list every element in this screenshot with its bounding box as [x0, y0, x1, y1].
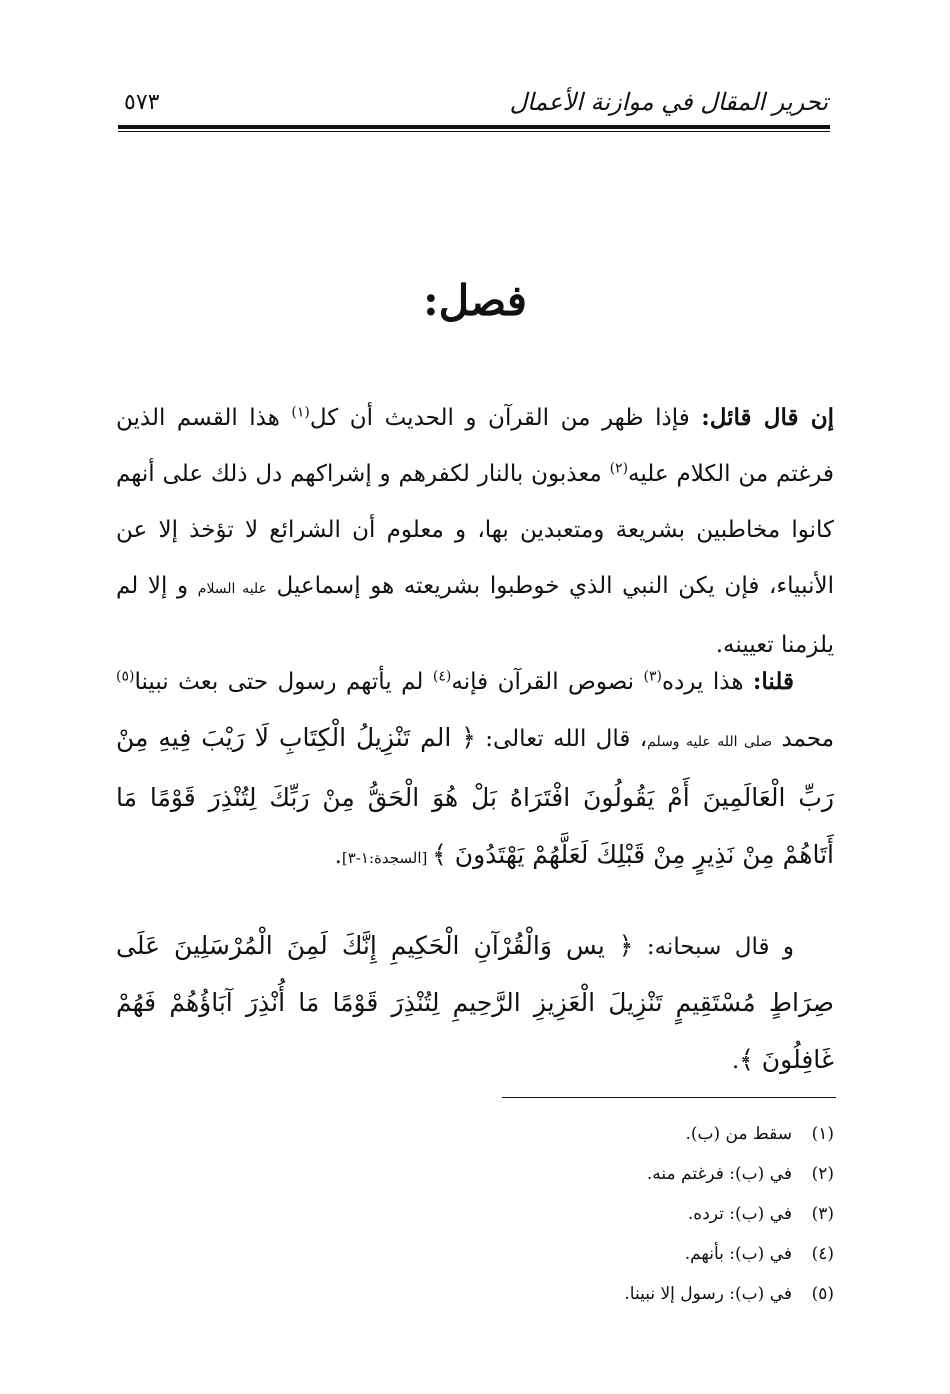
paragraph-text: ، قال الله تعالى:	[475, 726, 648, 752]
paragraph-text: محمد	[772, 726, 835, 752]
footnote-item	[434, 1114, 834, 1154]
honorific-glyph: صلى الله عليه وسلم	[647, 734, 773, 750]
footnote-ref: (٣)	[643, 668, 663, 685]
footnote-text: في (ب): بأنهم.	[684, 1244, 792, 1264]
footnotes-list	[434, 1114, 834, 1314]
quran-verse: ﴿ الم تَنْزِيلُ الْكِتَابِ لَا رَيْبَ فِيهِ مِنْ رَبِّ الْعَالَمِينَ أَمْ يَقُولُونَ افْتَرَاهُ بَلْ هُوَ الْحَقُّ مِنْ رَبِّكَ لِتُنْذِرَ قَوْمًا مَا أَتَاهُمْ مِنْ نَذِيرٍ مِنْ قَبْلِكَ لَعَلَّهُمْ يَهْتَدُونَ ﴾	[116, 723, 834, 869]
paragraph-objection	[116, 390, 834, 673]
footnote-item	[434, 1234, 834, 1274]
footnote-separator	[502, 1097, 836, 1098]
footnote-item	[434, 1194, 834, 1234]
page-number: ٥٧٣	[124, 90, 160, 115]
footnote-ref: (٢)	[609, 460, 629, 477]
honorific-glyph: عليه السلام	[197, 581, 267, 597]
book-title: تحرير المقال في موازنة الأعمال	[509, 88, 828, 116]
paragraph-text: .	[334, 843, 342, 869]
paragraph-reply	[116, 654, 834, 886]
footnote-number: (١)	[811, 1124, 834, 1144]
paragraph-lead: قلنا:	[752, 668, 794, 695]
paragraph-text: نصوص القرآن فإنه	[451, 669, 644, 695]
quran-verse: ﴿ يس وَالْقُرْآنِ الْحَكِيمِ إِنَّكَ لَمِنَ الْمُرْسَلِينَ عَلَى صِرَاطٍ مُسْتَقِيمٍ تَنْزِيلَ الْعَزِيزِ الرَّحِيمِ لِتُنْذِرَ قَوْمًا مَا أُنْذِرَ آبَاؤُهُمْ فَهُمْ غَافِلُونَ ﴾	[116, 931, 834, 1074]
section-heading: فصل:	[423, 276, 527, 325]
footnote-text: في (ب): رسول إلا نبينا.	[624, 1284, 792, 1304]
footnote-number: (٥)	[811, 1284, 834, 1304]
paragraph-text: هذا القسم الذين فرغتم من الكلام عليه	[116, 405, 834, 487]
footnote-number: (٤)	[811, 1244, 834, 1264]
paragraph-text: .	[731, 1048, 740, 1074]
paragraph-text: فإذا ظهر من القرآن و الحديث أن كل	[309, 405, 702, 431]
paragraph-lead: إن قال قائل:	[701, 404, 834, 431]
running-header	[122, 88, 828, 122]
footnote-ref: (١)	[291, 404, 310, 421]
paragraph-text: لم يأتهم رسول حتى بعث نبينا	[134, 669, 433, 695]
footnote-item	[434, 1154, 834, 1194]
paragraph-text: هذا يرده	[662, 669, 753, 695]
footnote-number: (٣)	[811, 1204, 834, 1224]
paragraph-text: معذبون بالنار لكفرهم و إشراكهم دل ذلك على أنهم كانوا مخاطبين بشريعة ومتعبدين بها، و معلوم أن الشرائع لا تؤخذ إلا عن الأنبياء، فإن يكن النبي الذي خوطبوا بشريعته هو إسماعيل	[116, 461, 834, 599]
footnote-text: في (ب): ترده.	[687, 1204, 792, 1224]
footnote-ref: (٥)	[116, 668, 135, 685]
footnote-item	[434, 1274, 834, 1314]
footnote-number: (٢)	[811, 1164, 834, 1184]
verse-citation: [السجدة:١-٣]	[341, 849, 433, 867]
footnote-ref: (٤)	[432, 668, 452, 685]
header-rule-thin	[118, 131, 830, 132]
paragraph-text: و إلا لم يلزمنا تعيينه.	[116, 573, 834, 658]
header-rule-thick	[118, 125, 830, 129]
paragraph-second-verse	[116, 918, 834, 1089]
paragraph-text: و قال سبحانه:	[633, 934, 794, 960]
footnote-text: سقط من (ب).	[685, 1124, 792, 1144]
footnote-text: في (ب): فرغتم منه.	[646, 1164, 792, 1184]
